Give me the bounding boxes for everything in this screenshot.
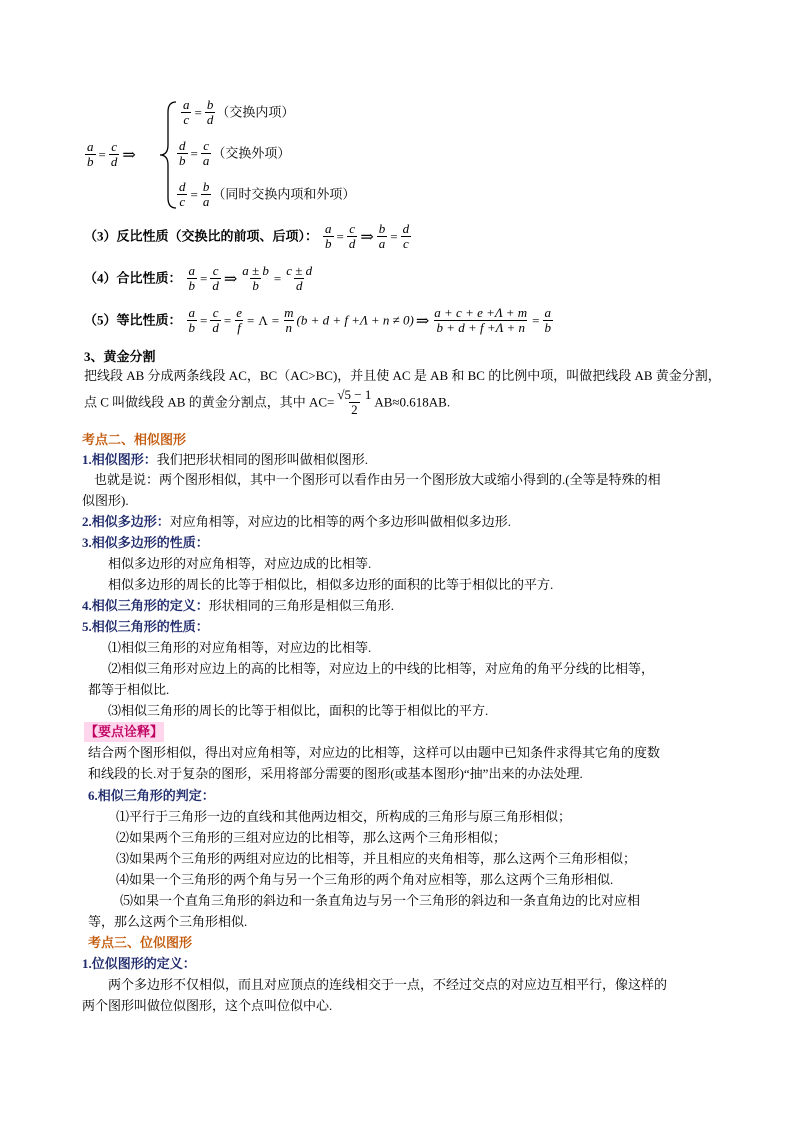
section-2-title: 考点二、相似图形 — [82, 432, 187, 447]
property-4-sum: （4）合比性质： $\frac{a}{b}$ = $\frac{c}{d}$ ⇒ $\frac{a \pm b}{b}$ = $\frac{c \pm d}{d}$ — [84, 263, 313, 293]
k2-item-5-line-2: ⑵相似三角形对应边上的高的比相等，对应边上的中线的比相等，对应角的角平分线的比相等， — [108, 661, 655, 676]
property-3-inverse: （3）反比性质（交换比的前项、后项）： $\frac{a}{b}$ = $\frac{c}{d}$ ⇒ $\frac{b}{a}$ = $\frac{d}{c}$ — [84, 221, 410, 251]
brace-row-3: $\frac{d}{c}$ = $\frac{b}{a}$ （同时交换内项和外项） — [179, 179, 356, 209]
brace-row-1: $\frac{a}{c}$ = $\frac{b}{d}$ （交换内项） — [183, 97, 295, 127]
k3-item-1-label: 1.位似图形的定义： — [82, 956, 196, 971]
golden-section-line-1: 把线段 AB 分成两条线段 AC，BC（AC>BC)，并且使 AC 是 AB 和 BC 的比例中项，叫做把线段 AB 黄金分割， — [84, 368, 721, 383]
k2-item-2: 2.相似多边形：对应角相等，对应边的比相等的两个多边形叫做相似多边形. — [82, 514, 512, 529]
k2-item-5-line-4: ⑶相似三角形的周长的比等于相似比，面积的比等于相似比的平方. — [108, 703, 489, 718]
brace-row-2: $\frac{d}{b}$ = $\frac{c}{a}$ （交换外项） — [179, 138, 291, 168]
k2-item-1-line-2: 也就是说：两个图形相似，其中一个图形可以看作由另一个图形放大或缩小得到的.(全等是特殊的相 — [94, 472, 661, 487]
k3-item-1-line-1: 两个多边形不仅相似，而且对应顶点的连线相交于一点，不经过交点的对应边互相平行，像这样的 — [108, 977, 668, 992]
k2-item-6-line-3: ⑶如果两个三角形的两组对应边的比相等，并且相应的夹角相等，那么这两个三角形相似； — [116, 851, 637, 866]
k2-item-6-line-5: ⑸如果一个直角三角形的斜边和一条直角边与另一个三角形的斜边和一条直角边的比对应相 — [120, 893, 641, 908]
key-points-line-2: 和线段的长.对于复杂的图形，采用将部分需要的图形(或基本图形)“抽”出来的办法处理. — [88, 766, 583, 781]
k3-item-1-line-2: 两个图形叫做位似图形，这个点叫位似中心. — [82, 998, 333, 1013]
k2-item-6-line-2: ⑵如果两个三角形的三组对应边的比相等，那么这两个三角形相似； — [116, 830, 507, 845]
key-points-line-1: 结合两个图形相似，得出对应角相等，对应边的比相等，这样可以由题中已知条件求得其它角的度数 — [88, 745, 661, 760]
k2-item-6-line-1: ⑴平行于三角形一边的直线和其他两边相交，所构成的三角形与原三角形相似； — [116, 809, 572, 824]
key-points-label: 【要点诠释】 — [84, 722, 164, 742]
proportion-lhs: $\frac{a}{b}$ = $\frac{c}{d}$ ⇒ — [87, 139, 136, 169]
golden-section-line-2: 点 C 叫做线段 AB 的黄金分割点，其中 AC= $\frac{√5 - 1}{2}$ AB≈0.618AB. — [84, 387, 451, 417]
k2-item-5-label: 5.相似三角形的性质： — [82, 619, 209, 634]
section-3-title: 考点三、位似图形 — [88, 935, 193, 950]
k2-item-5-line-1: ⑴相似三角形的对应角相等，对应边的比相等. — [108, 640, 372, 655]
k2-item-4: 4.相似三角形的定义：形状相同的三角形是相似三角形. — [82, 598, 395, 613]
golden-section-title: 3、黄金分割 — [84, 349, 156, 364]
k2-item-3-line-2: 相似多边形的周长的比等于相似比，相似多边形的面积的比等于相似比的平方. — [108, 577, 554, 592]
k2-item-5-line-3: 都等于相似比. — [88, 682, 170, 697]
k2-item-6-line-4: ⑷如果一个三角形的两个角与另一个三角形的两个角对应相等，那么这两个三角形相似. — [116, 872, 614, 887]
k2-item-1: 1.相似图形：我们把形状相同的图形叫做相似图形. — [82, 452, 369, 467]
k2-item-6-line-6: 等，那么这两个三角形相似. — [88, 914, 248, 929]
k2-item-6-label: 6.相似三角形的判定： — [88, 788, 215, 803]
k2-item-3-label: 3.相似多边形的性质： — [82, 535, 209, 550]
k2-item-1-line-3: 似图形). — [82, 493, 129, 508]
property-5-equal-ratio: （5）等比性质： $\frac{a}{b}$ = $\frac{c}{d}$ = $\frac{e}{f}$ = Λ = $\frac{m}{n}$ (b + d + f +Λ + n ≠ 0) ⇒ $\frac{a + c + e +\Lambda + m}{b + d + f +\Lambda + n}$ = $\frac{a}{b}$ — [84, 305, 552, 335]
k2-item-3-line-1: 相似多边形的对应角相等，对应边成的比相等. — [108, 556, 372, 571]
curly-brace — [158, 100, 178, 210]
